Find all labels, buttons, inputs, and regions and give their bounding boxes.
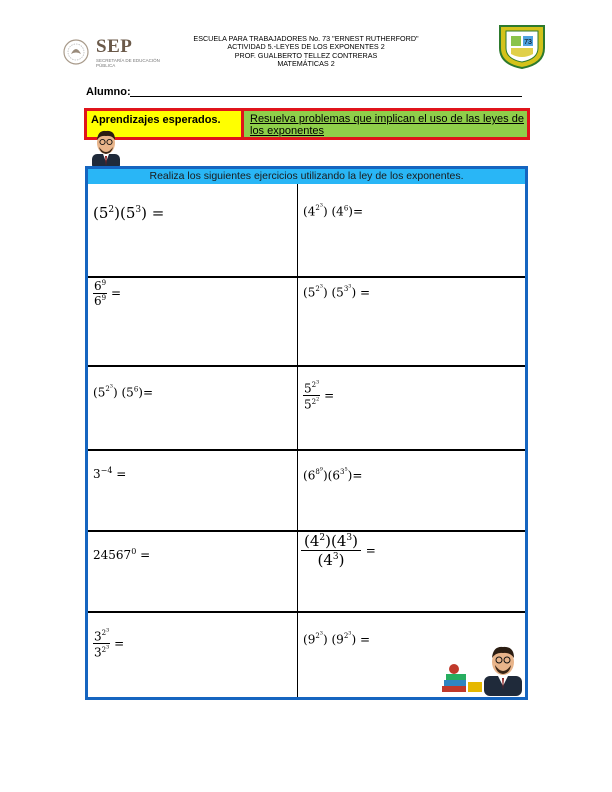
exercise-4: $(5^{2^3}) (5^{3^3})$ = — [303, 284, 371, 300]
alumno-label: Alumno: — [86, 86, 131, 98]
aprendizajes-box — [84, 108, 530, 140]
teacher-avatar-icon — [88, 126, 124, 170]
school-name: ESCUELA PARA TRABAJADORES No. 73 "ERNEST RUTHERFORD" — [193, 34, 419, 43]
sep-logo-text: SEP — [96, 36, 133, 57]
exercise-9: 24567$^0$ = — [93, 547, 151, 562]
column-divider — [297, 184, 298, 697]
activity-title: ACTIVIDAD 5.-LEYES DE LOS EXPONENTES 2 — [227, 42, 385, 52]
instructions-bar: Realiza los siguientes ejercicios utilizando la ley de los exponentes. — [88, 169, 525, 184]
crest-number: 73 — [524, 39, 532, 46]
row-divider — [88, 611, 525, 613]
exercise-2: $(4^{2^3})$ $(4^6)=$ — [303, 203, 364, 219]
exercise-8: $(6^{8^9})(6^{3^5})=$ — [303, 467, 363, 483]
row-divider — [88, 365, 525, 367]
exercise-panel — [85, 166, 528, 700]
exercise-11: $\frac{3^{2^3}}{3^{2^3}}$ = — [94, 628, 125, 660]
exercise-grid — [88, 184, 525, 697]
exercise-7: $3^{-4}$ = — [93, 466, 127, 481]
school-crest-icon — [497, 22, 547, 70]
exercise-12: $(9^{2^3}) (9^{2^3})$ = — [303, 631, 371, 647]
exercise-5: $(5^{2^3})$ $(5^6)=$ — [93, 384, 154, 400]
exercise-6: $\frac{5^{2^3}}{5^{2^2}}$ = — [304, 380, 335, 412]
sep-subtitle: SECRETARÍA DE EDUCACIÓN PÚBLICA — [96, 58, 160, 68]
row-divider — [88, 276, 525, 278]
aprendizajes-text: Resuelva problemas que implican el uso de las leyes de los exponentes — [244, 111, 527, 137]
document-header — [170, 35, 442, 69]
exercise-10: $\frac{(4^2)(4^3)}{(4^3)}$ = — [301, 532, 376, 569]
teacher-with-books-icon — [440, 634, 524, 696]
alumno-name-line[interactable] — [130, 96, 522, 97]
row-divider — [88, 449, 525, 451]
exercise-3: $\frac{6^9}{6^9}$ = — [94, 279, 121, 308]
subject-name: MATEMÁTICAS 2 — [277, 59, 335, 69]
aprendizajes-label: Aprendizajes esperados. — [87, 111, 244, 137]
teacher-name: PROF. GUALBERTO TELLEZ CONTRERAS — [234, 50, 378, 60]
exercise-1: $(5^2)(5^3)$ = — [93, 204, 165, 222]
